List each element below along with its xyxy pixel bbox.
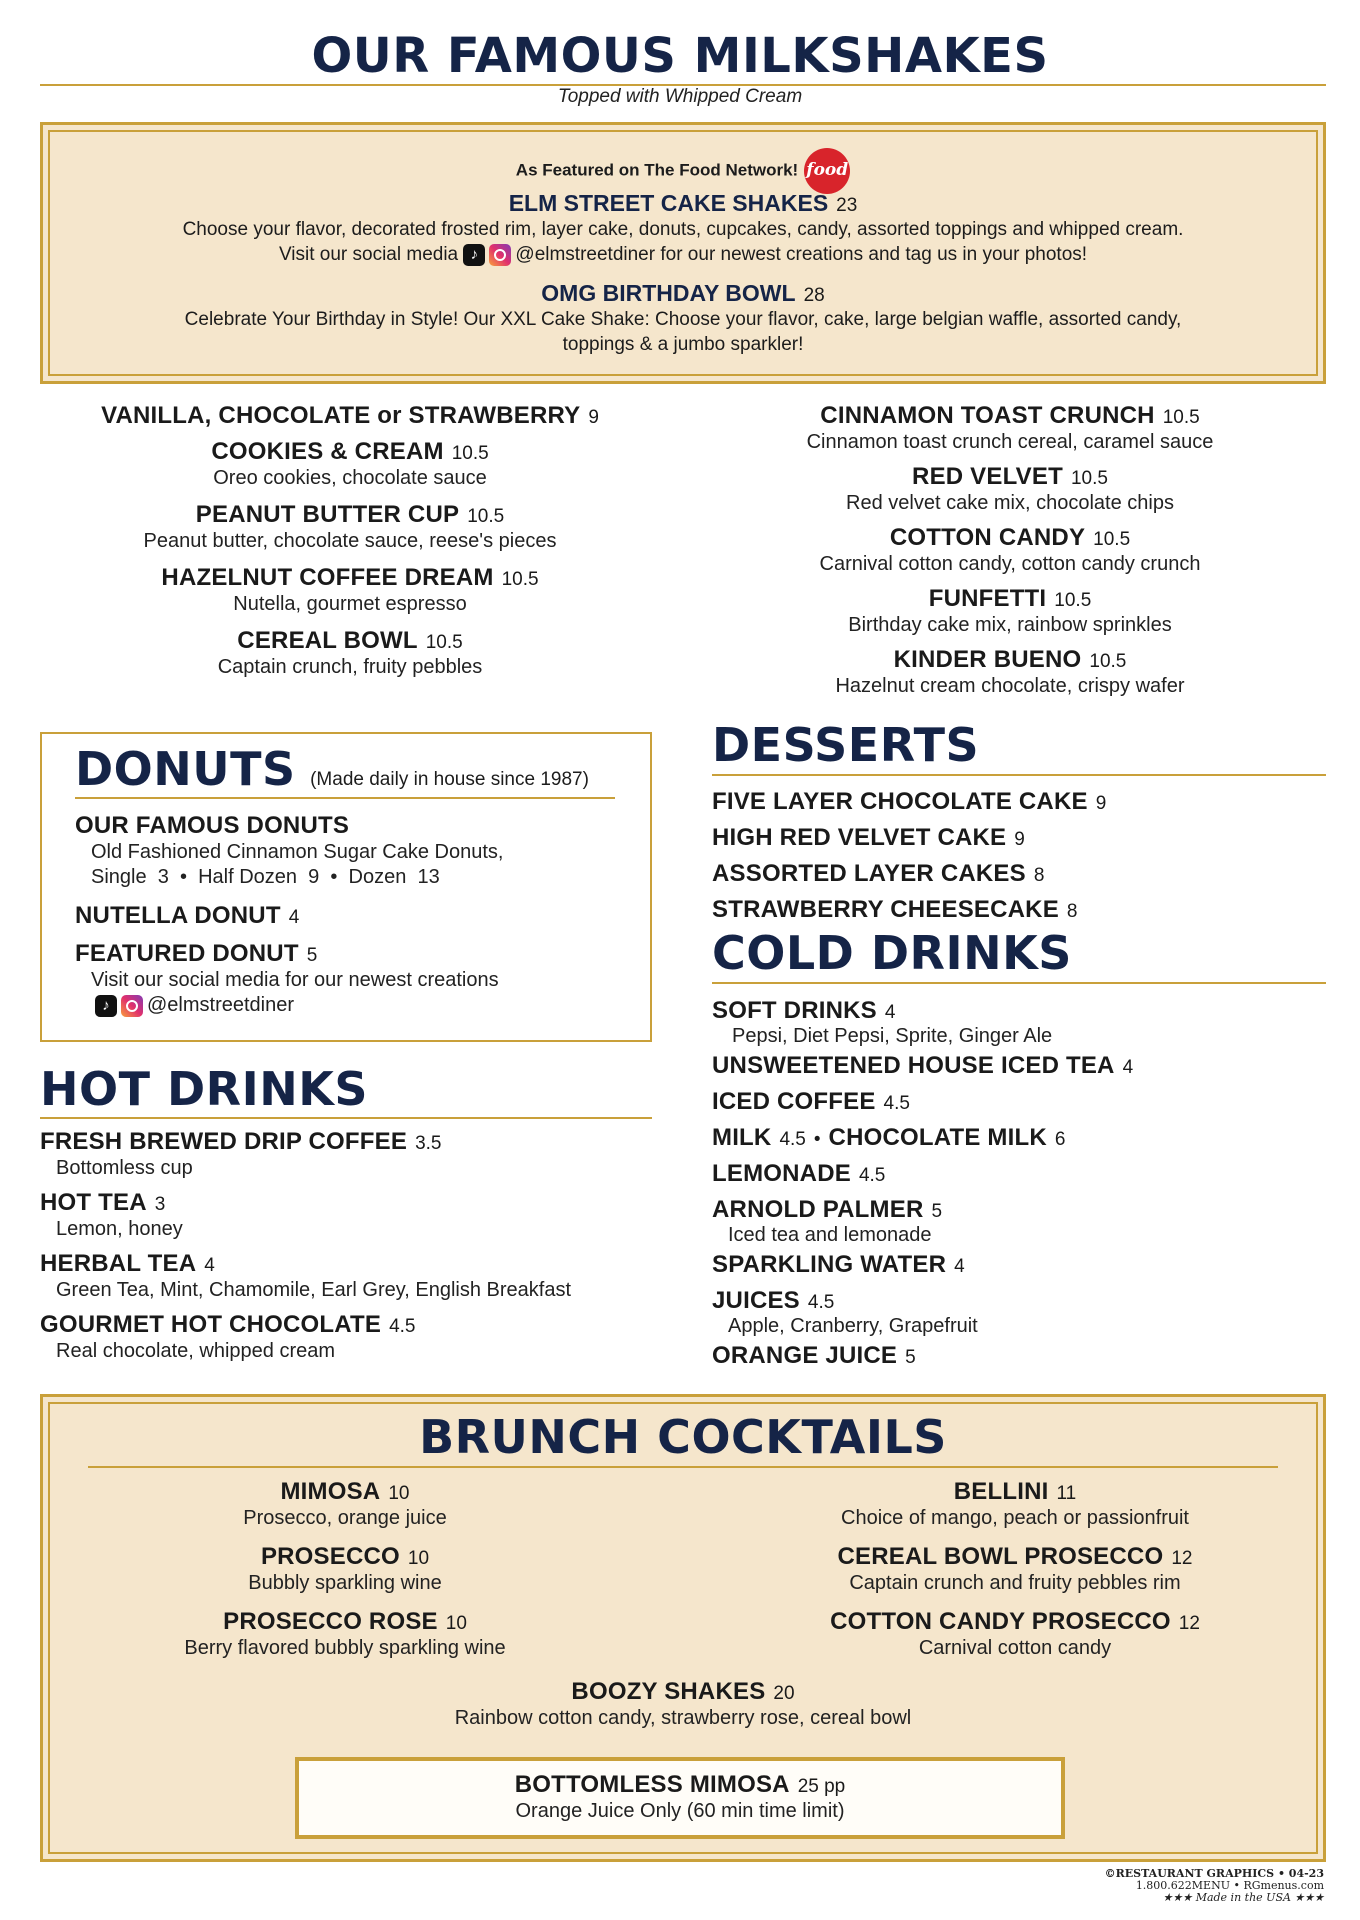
list-item: VANILLA, CHOCOLATE or STRAWBERRY 9: [101, 402, 599, 429]
item-name: ELM STREET CAKE SHAKES: [508, 190, 829, 216]
footer-line2: 1.800.622MENU • RGmenus.com: [1135, 1879, 1324, 1892]
donuts-rule: [75, 797, 615, 799]
donuts-note: (Made daily in house since 1987): [310, 769, 589, 790]
list-item: COTTON CANDY 10.5 Carnival cotton candy, cotton candy crunch: [819, 524, 1201, 575]
food-network-logo: food: [804, 148, 850, 194]
food-network-label: [40, 148, 1326, 194]
list-item: FIVE LAYER CHOCOLATE CAKE 9: [712, 788, 1107, 815]
brunch-title: BRUNCH COCKTAILS: [419, 1410, 947, 1464]
cold-drinks-list: [712, 994, 1326, 1375]
hot-drinks-rule: [40, 1117, 652, 1119]
cold-drinks-rule: [712, 982, 1326, 984]
list-item: MIMOSA 10 Prosecco, orange juice: [243, 1478, 447, 1529]
desserts-title: DESSERTS: [712, 718, 980, 772]
list-item: COOKIES & CREAM 10.5 Oreo cookies, chocolate sauce: [211, 438, 489, 489]
list-item: GOURMET HOT CHOCOLATE 4.5 Real chocolate, whipped cream: [40, 1311, 416, 1362]
list-item: STRAWBERRY CHEESECAKE 8: [712, 896, 1078, 923]
brunch-rule: [88, 1466, 1278, 1468]
donuts-title: DONUTS: [75, 742, 296, 796]
desserts-rule: [712, 774, 1326, 776]
shakes-left-column: [40, 402, 660, 680]
list-item: CEREAL BOWL 10.5 Captain crunch, fruity pebbles: [217, 627, 483, 678]
list-item: HAZELNUT COFFEE DREAM 10.5 Nutella, gourmet espresso: [161, 564, 539, 615]
list-item: LEMONADE 4.5: [712, 1160, 886, 1187]
featured-item-cake-shakes: [40, 190, 1326, 267]
brunch-right-column: [700, 1478, 1330, 1661]
tiktok-icon: ♪: [95, 995, 117, 1017]
list-item: PROSECCO ROSE 10 Berry flavored bubbly sparkling wine: [184, 1608, 506, 1659]
footer-line3: ★★★ Made in the USA ★★★: [1162, 1891, 1324, 1904]
donuts-header: [75, 742, 615, 796]
footer-line1: ©RESTAURANT GRAPHICS • 04-23: [1104, 1867, 1324, 1880]
list-item: FRESH BREWED DRIP COFFEE 3.5 Bottomless cup: [40, 1128, 442, 1179]
list-item: NUTELLA DONUT 4: [75, 902, 300, 929]
page-subtitle: Topped with Whipped Cream: [557, 86, 803, 107]
list-item: JUICES 4.5: [712, 1287, 835, 1314]
list-item: COTTON CANDY PROSECCO 12 Carnival cotton candy: [830, 1608, 1200, 1659]
item-name: OMG BIRTHDAY BOWL: [541, 280, 796, 306]
featured-label-text: As Featured on The Food Network!: [515, 160, 799, 180]
donuts-list: [75, 812, 635, 1018]
list-item: KINDER BUENO 10.5 Hazelnut cream chocolate, crispy wafer: [835, 646, 1185, 697]
list-item: HERBAL TEA 4 Green Tea, Mint, Chamomile, Earl Grey, English Breakfast: [40, 1250, 572, 1301]
instagram-icon: [121, 995, 143, 1017]
instagram-icon: [489, 244, 511, 266]
page-title: OUR FAMOUS MILKSHAKES: [311, 28, 1049, 84]
famous-donuts-name: OUR FAMOUS DONUTS: [75, 812, 350, 839]
list-item: UNSWEETENED HOUSE ICED TEA 4: [712, 1052, 1134, 1079]
hot-drinks-list: [40, 1128, 660, 1364]
cold-drinks-title: COLD DRINKS: [712, 926, 1072, 980]
hot-drinks-title: HOT DRINKS: [40, 1062, 368, 1116]
list-item: SPARKLING WATER 4: [712, 1251, 965, 1278]
list-item: MILK 4.5 • CHOCOLATE MILK 6: [712, 1124, 1066, 1151]
list-item: ICED COFFEE 4.5: [712, 1088, 910, 1115]
desserts-list: [712, 785, 1326, 929]
item-desc: toppings & a jumbo sparkler!: [562, 334, 804, 355]
donut-sizes: Single 3 • Half Dozen 9 • Dozen 13: [91, 866, 440, 888]
list-item: PEANUT BUTTER CUP 10.5 Peanut butter, chocolate sauce, reese's pieces: [143, 501, 557, 552]
list-item: ARNOLD PALMER 5: [712, 1196, 943, 1223]
brunch-left-column: [40, 1478, 650, 1661]
list-item: ASSORTED LAYER CAKES 8: [712, 860, 1045, 887]
list-item: PROSECCO 10 Bubbly sparkling wine: [248, 1543, 442, 1594]
boozy-shakes-item: BOOZY SHAKES 20 Rainbow cotton candy, strawberry rose, cereal bowl: [454, 1678, 912, 1729]
soft-drinks-desc: Pepsi, Diet Pepsi, Sprite, Ginger Ale: [732, 1025, 1053, 1047]
item-desc: Celebrate Your Birthday in Style! Our XXL Cake Shake: Choose your flavor, cake, large belgian waffle, assorted candy,: [184, 309, 1182, 330]
item-price: 28: [803, 285, 825, 306]
list-item: ORANGE JUICE 5: [712, 1342, 916, 1369]
donut-social: ♪ @elmstreetdiner: [75, 993, 635, 1018]
item-desc: Choose your flavor, decorated frosted rim, layer cake, donuts, cupcakes, candy, assorted toppings and whipped cream.: [182, 219, 1184, 240]
arnold-palmer-desc: Iced tea and lemonade: [728, 1224, 932, 1246]
item-desc-social: Visit our social media ♪ @elmstreetdiner for our newest creations and tag us in your photos!: [278, 244, 1088, 265]
list-item: HIGH RED VELVET CAKE 9: [712, 824, 1025, 851]
list-item: CINNAMON TOAST CRUNCH 10.5 Cinnamon toast crunch cereal, caramel sauce: [806, 402, 1214, 453]
list-item: RED VELVET 10.5 Red velvet cake mix, chocolate chips: [846, 463, 1174, 514]
list-item: SOFT DRINKS 4: [712, 997, 896, 1024]
featured-item-birthday-bowl: [40, 280, 1326, 357]
list-item: FEATURED DONUT 5: [75, 940, 318, 967]
famous-donuts-desc: Old Fashioned Cinnamon Sugar Cake Donuts,: [91, 841, 504, 863]
bottomless-mimosa-item: BOTTOMLESS MIMOSA 25 pp Orange Juice Only (60 min time limit): [514, 1771, 846, 1822]
list-item: BELLINI 11 Choice of mango, peach or passionfruit: [841, 1478, 1189, 1529]
shakes-right-column: [690, 402, 1330, 699]
list-item: FUNFETTI 10.5 Birthday cake mix, rainbow sprinkles: [848, 585, 1172, 636]
list-item: CEREAL BOWL PROSECCO 12 Captain crunch and fruity pebbles rim: [837, 1543, 1193, 1594]
list-item: HOT TEA 3 Lemon, honey: [40, 1189, 183, 1240]
publisher-footer: [1105, 1868, 1324, 1904]
juices-desc: Apple, Cranberry, Grapefruit: [728, 1315, 978, 1337]
item-price: 23: [836, 195, 858, 216]
tiktok-icon: ♪: [463, 244, 485, 266]
featured-donut-desc: Visit our social media for our newest creations: [91, 969, 499, 991]
